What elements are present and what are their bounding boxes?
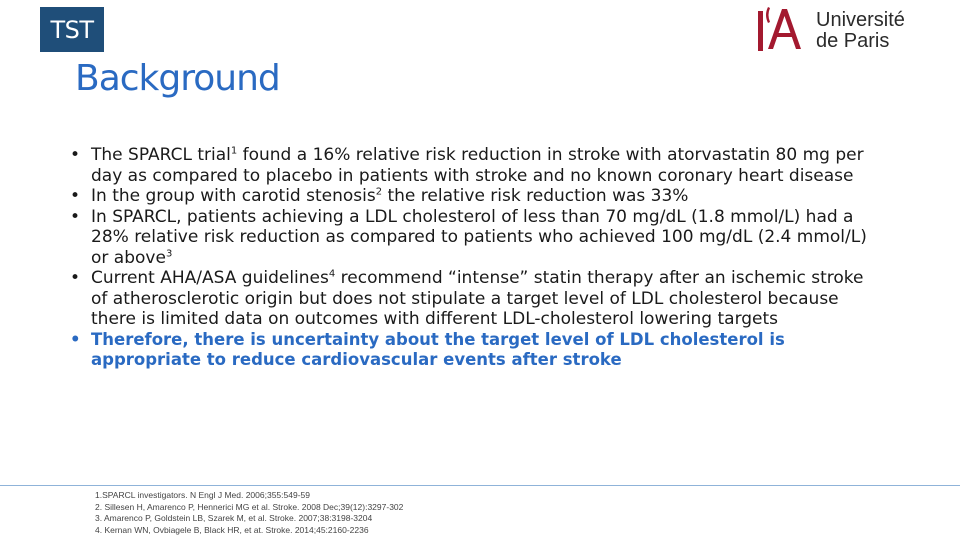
logo-wordmark (816, 10, 905, 52)
reference-item: 3. Amarenco P, Goldstein LB, Szarek M, et al. Stroke. 2007;38:3198-3204 (95, 513, 373, 523)
logo-line-1: Université (816, 9, 905, 31)
bullet-item: • In the group with carotid stenosis$^2$ the relative risk reduction was 33% (70, 186, 689, 206)
references (95, 490, 655, 536)
footer-divider (0, 485, 960, 486)
logo-emblem-icon (758, 7, 801, 51)
tst-badge: TST (40, 7, 104, 52)
bullet-item-conclusion: • Therefore, there is uncertainty about the target level of LDL cholesterol is appropriate to reduce cardiovascular events after stroke (70, 329, 785, 369)
reference-item: 2. Sillesen H, Amarenco P, Hennerici MG et al. Stroke. 2008 Dec;39(12):3297-302 (95, 501, 404, 512)
reference-item: 1.SPARCL investigators. N Engl J Med. 2006;355:549-59 (95, 490, 310, 500)
bullet-list (70, 145, 885, 371)
bullet-item: • Current AHA/ASA guidelines$^4$ recommend “intense” statin therapy after an ischemic stroke of atherosclerotic origin but does not stipulate a target level of LDL cholesterol because there is limited data on outcomes with different LDL-cholesterol lowering targets (70, 268, 864, 329)
bullet-dot-icon: • (70, 186, 81, 206)
logo-line-2: de Paris (816, 30, 890, 52)
reference-item: 4. Kernan WN, Ovbiagele B, Black HR, et at. Stroke. 2014;45:2160-2236 (95, 524, 369, 535)
bullet-dot-icon: • (70, 329, 81, 349)
bullet-dot-icon: • (70, 206, 81, 227)
bullet-item: • The SPARCL trial$^1$ found a 16% relative risk reduction in stroke with atorvastatin 80 mg per day as compared to placebo in patients with stroke and no known coronary heart disease (70, 145, 864, 186)
slide-title: Background (75, 58, 280, 99)
bullet-item: • In SPARCL, patients achieving a LDL cholesterol of less than 70 mg/dL (1.8 mmol/L) had a 28% relative risk reduction as compared to patients who achieved 100 mg/dL (2.4 mmol/L) or above$^3$ (70, 206, 867, 268)
bullet-dot-icon: • (70, 268, 81, 288)
bullet-dot-icon: • (70, 145, 81, 165)
